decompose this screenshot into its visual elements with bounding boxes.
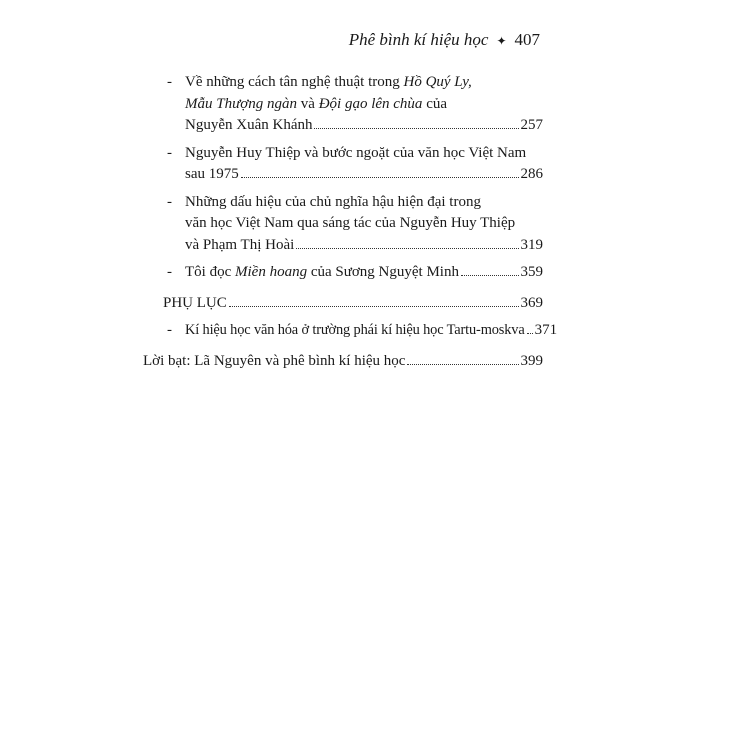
entry-text [185, 262, 459, 284]
entry-page-number: 371 [534, 322, 558, 338]
dot-leader [407, 364, 518, 365]
entry-line [185, 72, 543, 94]
entry-last-line [185, 235, 543, 257]
toc-entry-mien-hoang [163, 262, 543, 284]
entry-text: Kí hiệu học văn hóa ở trường phái kí hiệu học Tartu-moskva [185, 322, 525, 338]
entry-last-line [185, 164, 543, 186]
entry-dash: - [167, 74, 172, 90]
entry-dash: - [167, 322, 172, 338]
dot-leader [296, 248, 518, 249]
entry-text: Nguyễn Xuân Khánh [185, 117, 313, 133]
entry-dash: - [167, 264, 172, 280]
entry-text: PHỤ LỤC [163, 294, 227, 311]
entry-last-line [185, 115, 543, 137]
entry-page-number: 319 [520, 236, 543, 253]
entry-dash: - [167, 144, 172, 161]
dot-leader [461, 275, 519, 276]
toc-entry-tartu-moskva [163, 320, 558, 342]
entry-dash: - [167, 193, 172, 210]
entry-text: của [422, 95, 448, 112]
entry-text: và Phạm Thị Hoài [185, 236, 295, 253]
entry-text: Về những cách tân nghệ thuật trong [185, 74, 404, 90]
entry-text: của Sương Nguyệt Minh [307, 264, 459, 280]
entry-text: văn học Việt Nam qua sáng tác của Nguyễn Huy Thiệp [185, 215, 516, 231]
entry-title-italic: Miền hoang [235, 264, 308, 280]
table-of-contents [143, 72, 558, 378]
entry-last-line [143, 351, 543, 373]
entry-text: sau 1975 [185, 166, 239, 182]
entry-page-number: 257 [520, 117, 543, 133]
entry-text: Lời bạt: Lã Nguyên và phê bình kí hiệu học [143, 352, 406, 369]
entry-title-italic: Hồ Quý Ly, [403, 74, 472, 90]
dot-leader [229, 306, 519, 307]
entry-title-italic: Đội gạo lên chùa [318, 95, 423, 112]
dot-leader [527, 333, 533, 334]
entry-page-number: 286 [520, 166, 543, 182]
dot-leader [241, 177, 519, 178]
header-separator: ✦ [496, 34, 507, 48]
entry-page-number: 359 [520, 264, 543, 280]
entry-last-line [185, 320, 558, 342]
entry-text: Tôi đọc [185, 264, 235, 280]
toc-entry-nguyen-xuan-khanh [163, 72, 543, 137]
toc-entry-hau-hien-dai [163, 192, 543, 257]
toc-entry-nguyen-huy-thiep-buoc-ngoat [163, 143, 543, 186]
entry-text: Những dấu hiệu của chủ nghĩa hậu hiện đại trong [185, 193, 481, 210]
entry-text: và [297, 95, 319, 112]
entry-page-number: 369 [520, 294, 543, 311]
entry-last-line [185, 262, 543, 284]
toc-entry-phu-luc [163, 293, 543, 315]
header-page-number: 407 [514, 30, 540, 49]
entry-line [185, 94, 543, 116]
entry-last-line [163, 293, 543, 315]
dot-leader [314, 128, 518, 129]
running-title: Phê bình kí hiệu học [348, 30, 489, 49]
toc-entry-loi-bat [143, 351, 543, 373]
entry-title-italic: Mẫu Thượng ngàn [185, 95, 298, 112]
entry-text: Nguyễn Huy Thiệp và bước ngoặt của văn học Việt Nam [185, 144, 527, 161]
running-header [349, 30, 540, 50]
entry-page-number: 399 [520, 352, 543, 369]
